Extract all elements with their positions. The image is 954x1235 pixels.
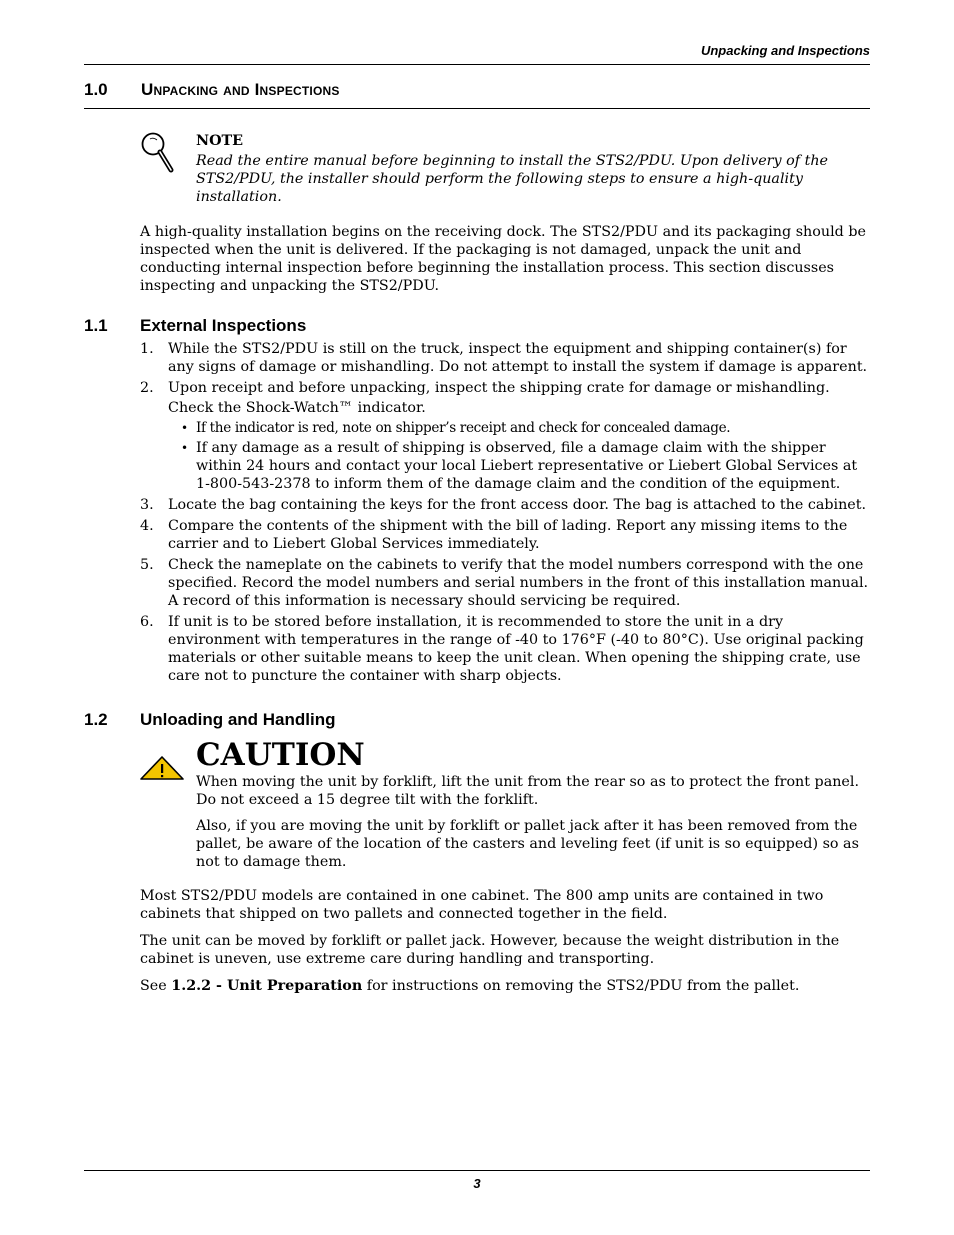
intro-paragraph: A high-quality installation begins on the receiving dock. The STS2/PDU and its packaging should be inspected when the unit is delivered. If the packaging is not damaged, unpack the unit and conducting internal inspection before beginning the installation process. This section discusses inspecting and unpacking the STS2/PDU.: [140, 224, 866, 294]
step-text: Check the nameplate on the cabinets to verify that the model numbers correspond with the one specified. Record the model numbers and serial numbers in the front of this installation manual. A record of this information is necessary should servicing be required.: [168, 557, 869, 609]
step-text: If unit is to be stored before installation, it is recommended to store the unit in a dry environment with temperatures in the range of -40 to 176°F (-40 to 80°C). Use original packing materials or other suitable means to keep the unit clean. When opening the shipping crate, use care not to puncture the container with sharp objects.: [168, 614, 864, 684]
subsection-number: 1.1: [84, 316, 108, 335]
step-text-continued: Check the Shock-Watch™ indicator.: [168, 400, 426, 416]
warning-triangle-icon: [139, 756, 185, 780]
indicator-bullets: [168, 419, 870, 493]
step-number: 2.: [140, 380, 154, 396]
section-title: Unpacking and Inspections: [141, 80, 340, 99]
subsection-title: External Inspections: [140, 316, 307, 335]
note-text: Read the entire manual before beginning to install the STS2/PDU. Upon delivery of the STS2/PDU, the installer should perform the following steps to ensure a high-quality installation.: [196, 153, 828, 205]
cross-reference-link[interactable]: 1.2.2 - Unit Preparation: [171, 978, 363, 994]
step-text: Locate the bag containing the keys for the front access door. The bag is attached to the cabinet.: [168, 497, 867, 513]
reference-prefix: See: [140, 978, 172, 994]
bullet-item: [168, 419, 870, 437]
magnifier-icon: [138, 130, 178, 174]
inspection-steps-list: [140, 340, 870, 688]
step-number: 3.: [140, 497, 154, 513]
subsection-title: Unloading and Handling: [140, 710, 336, 729]
bullet-icon: •: [181, 441, 189, 455]
step-number: 4.: [140, 518, 154, 534]
step-number: 1.: [140, 341, 154, 357]
running-header: Unpacking and Inspections: [700, 43, 870, 58]
step-text: Compare the contents of the shipment with the bill of lading. Report any missing items to the carrier and to Liebert Global Services immediately.: [168, 518, 848, 552]
caution-title: CAUTION: [196, 737, 365, 773]
section-heading: [84, 80, 340, 100]
body-paragraph: Most STS2/PDU models are contained in one cabinet. The 800 amp units are contained in two cabinets that shipped on two pallets and connected together in the field.: [140, 888, 824, 922]
body-paragraph: The unit can be moved by forklift or pallet jack. However, because the weight distribution in the cabinet is uneven, use extreme care during handling and transporting.: [140, 933, 840, 967]
subsection-heading-external: [84, 316, 306, 336]
list-item: [140, 340, 870, 376]
list-item: [140, 517, 870, 553]
list-item: [140, 496, 870, 514]
bullet-text: If any damage as a result of shipping is observed, file a damage claim with the shipper within 24 hours and contact your local Liebert representative or Liebert Global Services at 1-800-543-2378 to inform them of the damage claim and the condition of the equipment.: [196, 440, 858, 492]
step-number: 6.: [140, 614, 154, 630]
list-item: [140, 613, 870, 685]
reference-suffix: for instructions on removing the STS2/PDU from the pallet.: [362, 978, 800, 994]
note-label: NOTE: [196, 133, 244, 149]
subsection-number: 1.2: [84, 710, 108, 729]
footer-rule: [84, 1170, 870, 1171]
list-item: [140, 379, 870, 493]
bullet-icon: •: [181, 421, 189, 435]
subsection-heading-unloading: [84, 710, 335, 730]
body-paragraph: [140, 977, 870, 995]
step-text: While the STS2/PDU is still on the truck, inspect the equipment and shipping container(s) for any signs of damage or mishandling. Do not attempt to install the system if damage is apparent.: [168, 341, 868, 375]
bullet-text: If the indicator is red, note on shipper’s receipt and check for concealed damage.: [196, 420, 731, 436]
section-rule: [84, 108, 870, 109]
caution-paragraph: Also, if you are moving the unit by forklift or pallet jack after it has been removed from the pallet, be aware of the location of the casters and leveling feet (if unit is so equipped) so as not to damage them.: [196, 818, 859, 870]
list-item: [140, 556, 870, 610]
header-rule: [84, 64, 870, 65]
step-number: 5.: [140, 557, 154, 573]
step-text: Upon receipt and before unpacking, inspect the shipping crate for damage or mishandling.: [168, 380, 830, 396]
section-number: 1.0: [84, 80, 108, 99]
bullet-item: [168, 439, 870, 493]
caution-paragraph: When moving the unit by forklift, lift the unit from the rear so as to protect the front panel. Do not exceed a 15 degree tilt with the forklift.: [196, 774, 860, 808]
page-number: 3: [473, 1176, 481, 1191]
